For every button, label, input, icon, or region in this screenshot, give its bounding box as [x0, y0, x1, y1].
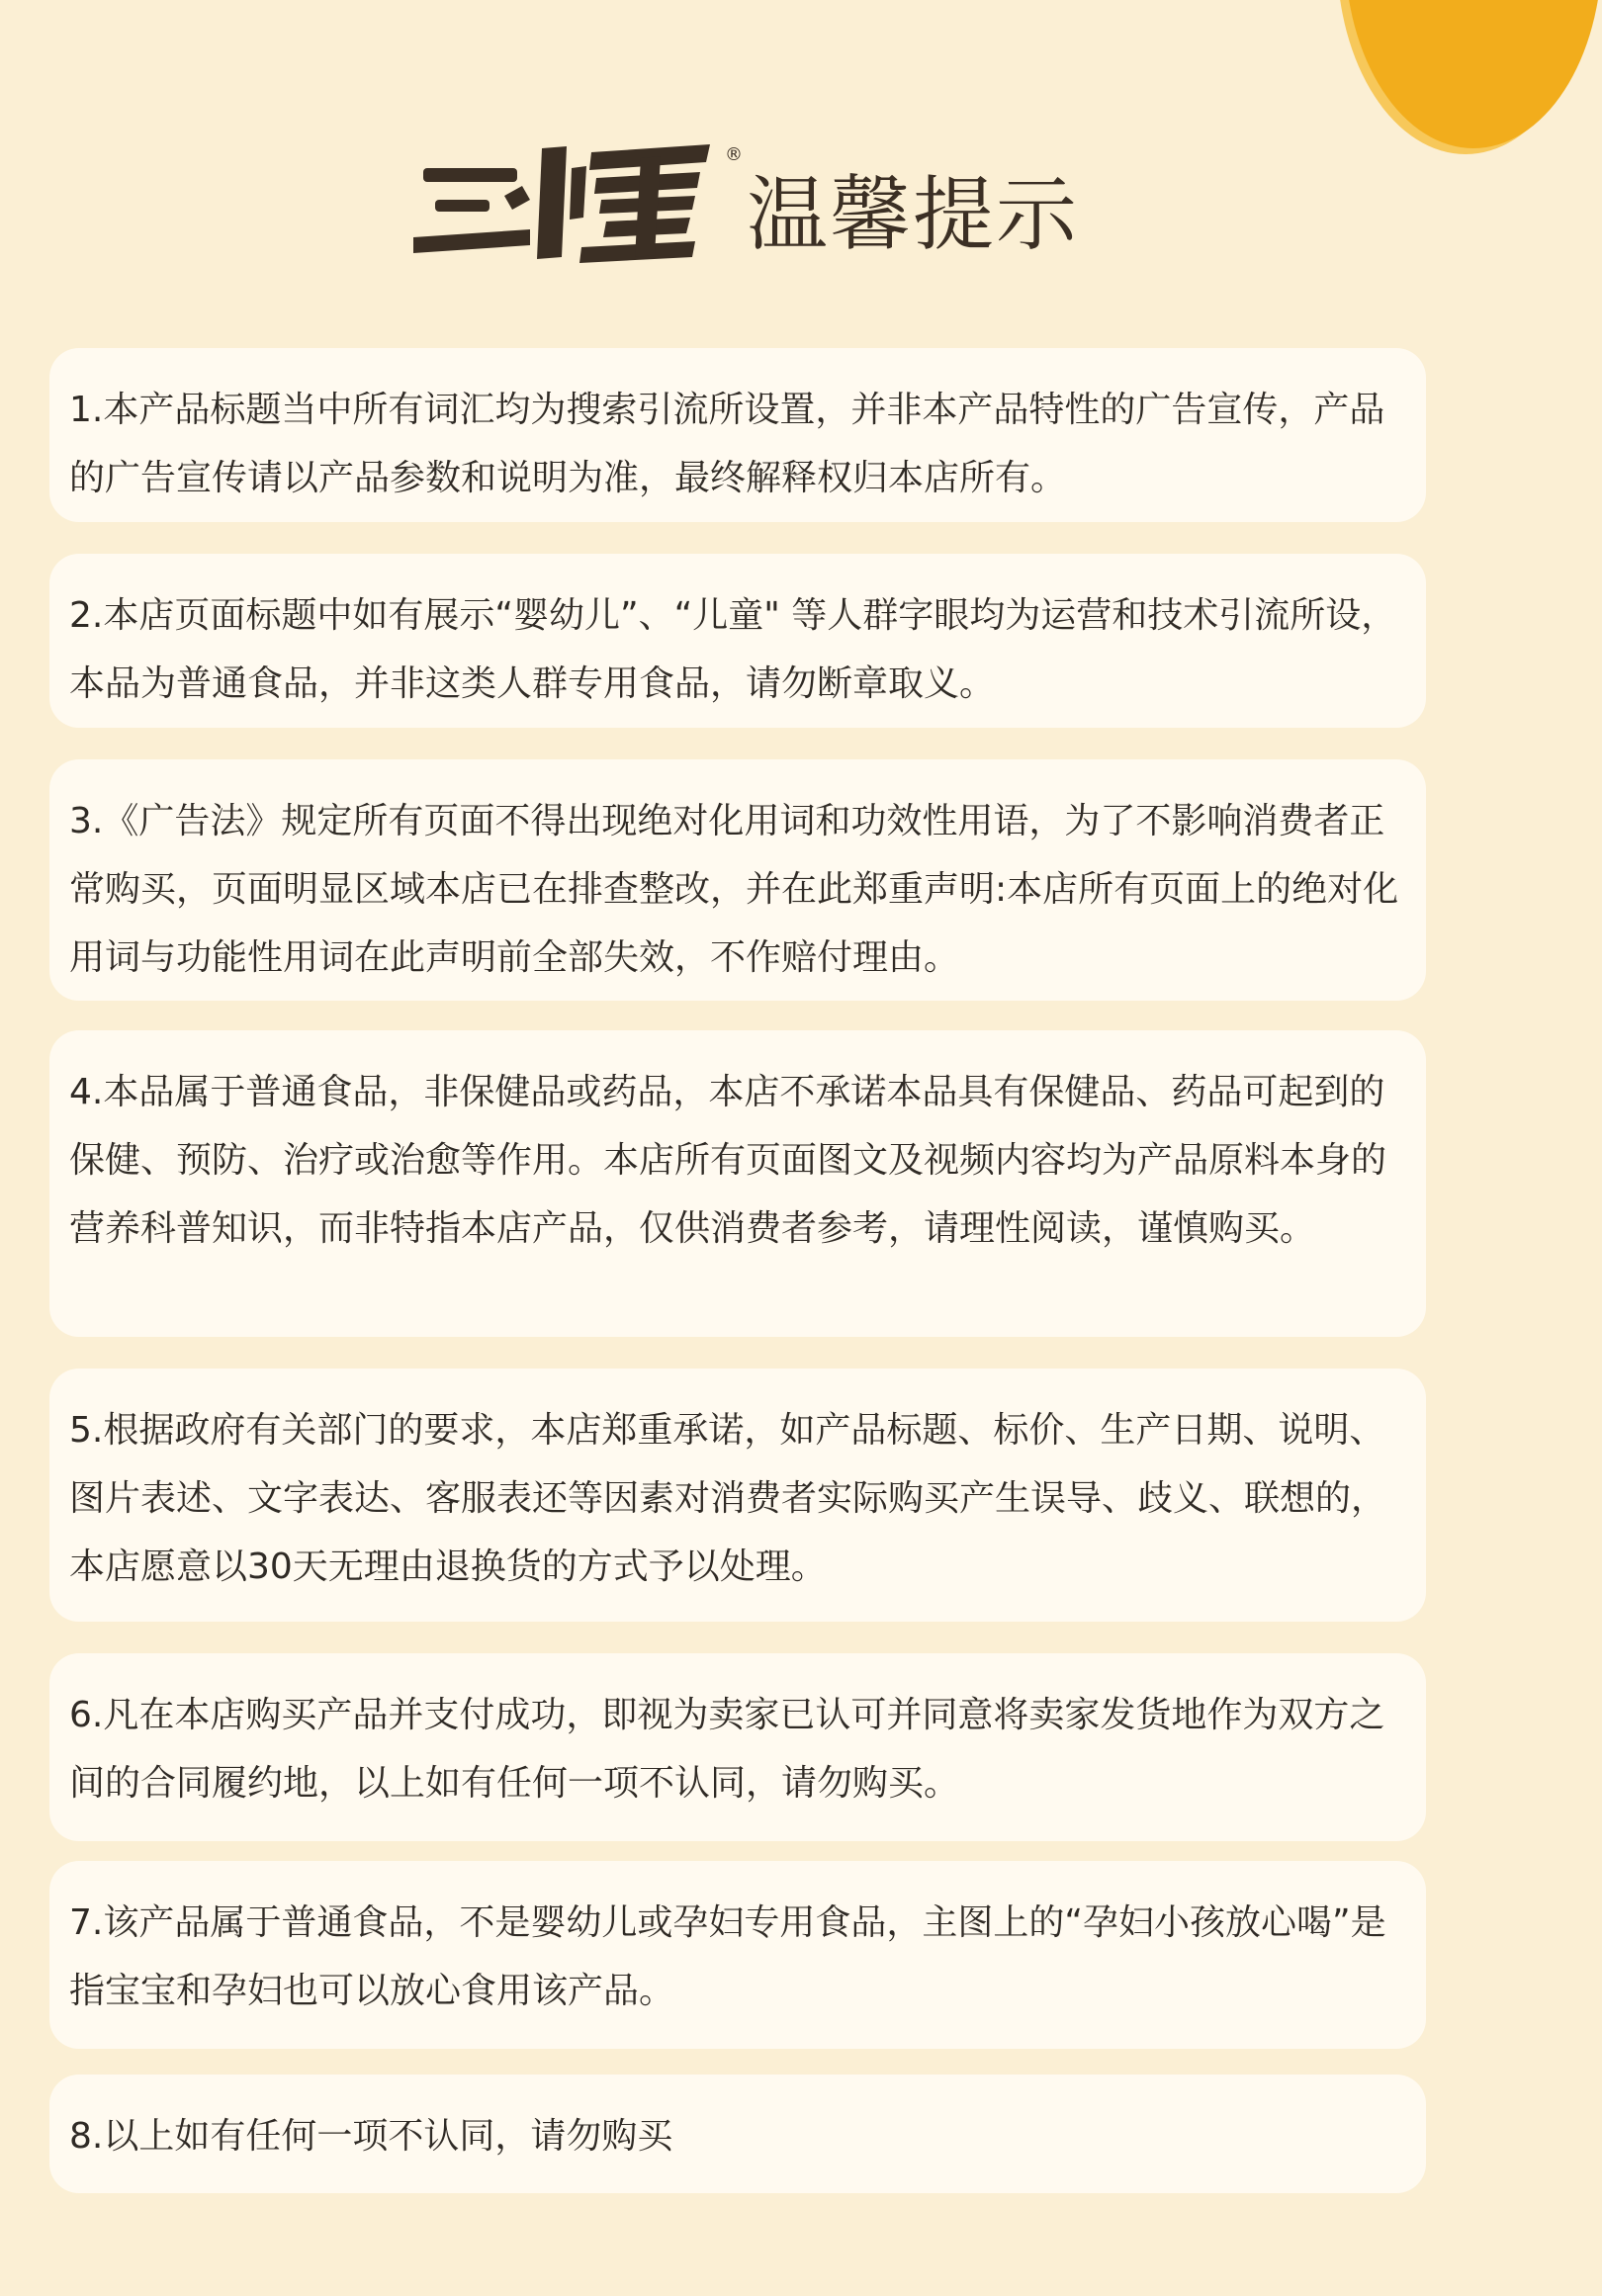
notice-card-5: [49, 1369, 1426, 1622]
registered-mark: ®: [725, 144, 743, 165]
page-title: 温馨提示: [747, 168, 1080, 262]
notice-text-6: 6.凡在本店购买产品并支付成功，即视为卖家已认可并同意将卖家发货地作为双方之间的合同履约地，以上如有任何一项不认同，请勿购买。: [69, 1695, 1385, 1804]
notice-card-4: [49, 1030, 1426, 1337]
brand-logo: [413, 138, 743, 267]
notice-text-5: 5.根据政府有关部门的要求，本店郑重承诺，如产品标题、标价、生产日期、说明、图片表述、文字表达、客服表还等因素对消费者实际购买产生误导、歧义、联想的，本店愿意以30天无理由退换货的方式予以处理。: [69, 1410, 1387, 1587]
notice-text-1: 1.本产品标题当中所有词汇均为搜索引流所设置，并非本产品特性的广告宣传，产品的广告宣传请以产品参数和说明为准，最终解释权归本店所有。: [69, 390, 1385, 498]
notice-text-8: 8.以上如有任何一项不认同，请勿购买: [69, 2116, 673, 2157]
notice-card-1: [49, 348, 1426, 522]
notice-text-3: 3.《广告法》规定所有页面不得出现绝对化用词和功效性用语，为了不影响消费者正常购买，页面明显区域本店已在排查整改，并在此郑重声明:本店所有页面上的绝对化用词与功能性用词在此声明前全部失效，不作赔付理由。: [69, 801, 1399, 978]
notice-card-3: [49, 759, 1426, 1001]
notice-card-8: [49, 2075, 1426, 2193]
page-header: [0, 127, 1483, 275]
notice-card-7: [49, 1861, 1426, 2049]
notice-text-4: 4.本品属于普通食品，非保健品或药品，本店不承诺本品具有保健品、药品可起到的保健、预防、治疗或治愈等作用。本店所有页面图文及视频内容均为产品原料本身的营养科普知识，而非特指本店产品，仅供消费者参考，请理性阅读，谨慎购买。: [69, 1072, 1387, 1249]
notice-card-2: [49, 554, 1426, 728]
notice-text-7: 7.该产品属于普通食品，不是婴幼儿或孕妇专用食品，主图上的“孕妇小孩放心喝”是指宝宝和孕妇也可以放心食用该产品。: [69, 1902, 1386, 2011]
notice-text-2: 2.本店页面标题中如有展示“婴幼儿”、“儿童" 等人群字眼均为运营和技术引流所设，本品为普通食品，并非这类人群专用食品，请勿断章取义。: [69, 595, 1397, 704]
notice-card-6: [49, 1653, 1426, 1841]
